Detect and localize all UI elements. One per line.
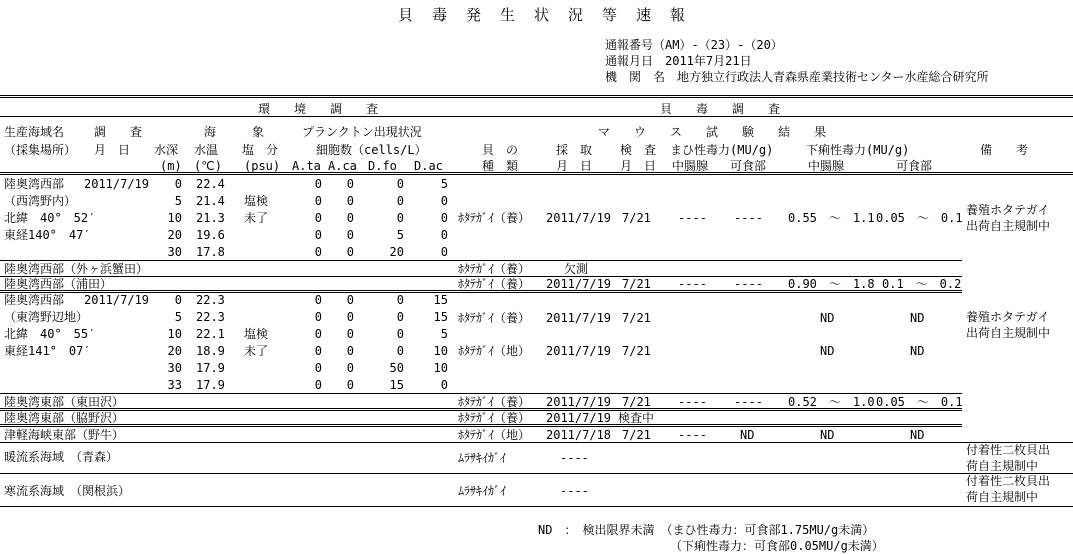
cell-aca: 0 <box>346 177 354 191</box>
depth: 10 <box>167 327 182 341</box>
shellfish-kind: ﾎﾀﾃｶﾞｲ（養） <box>458 277 531 291</box>
report-date: 通報月日 2011年7月21日 <box>605 54 752 68</box>
header-psp: まひ性毒力(MU/g) <box>670 143 774 157</box>
survey-date: 2011/7/19 <box>84 293 150 307</box>
cell-aca: 0 <box>346 344 354 358</box>
header-depth: 水深 <box>154 143 179 157</box>
header-sea: 海 象 <box>204 125 265 139</box>
header-psp-edible: 可食部 <box>730 159 767 173</box>
header-area: 生産海域名 <box>4 125 65 139</box>
psp-edible: ND <box>740 428 755 442</box>
note: 付着性二枚貝出 <box>966 443 1051 457</box>
dsp-edible: 0.05 〜 0.1 <box>876 211 963 225</box>
header-sample: 採 取 <box>556 143 593 157</box>
sample-date: 2011/7/19 <box>546 411 612 425</box>
status-missing: 欠測 <box>564 262 589 276</box>
header-unit-psu: (psu) <box>244 159 281 173</box>
header-ata: A.ta <box>292 159 321 173</box>
dsp-gland: 0.52 〜 1.0 <box>788 395 875 409</box>
header-psp-gland: 中腸腺 <box>672 159 709 173</box>
depth: 0 <box>174 177 182 191</box>
sample-date: 2011/7/19 <box>546 344 612 358</box>
header-dsp-edible: 可食部 <box>896 159 933 173</box>
salinity-status: 未了 <box>244 344 269 358</box>
header-plankton: プランクトン出現状況 <box>302 125 422 139</box>
dsp-gland: ND <box>820 428 835 442</box>
cell-ata: 0 <box>314 194 322 208</box>
cell-ata: 0 <box>314 344 322 358</box>
area-place: （西湾野内） <box>4 194 77 208</box>
sample-date: 2011/7/19 <box>546 311 612 325</box>
dsp-edible: 0.05 〜 0.1 <box>876 395 963 409</box>
water-temp: 17.8 <box>196 245 225 259</box>
cell-dac: 5 <box>440 177 448 191</box>
test-date: 7/21 <box>622 311 651 325</box>
test-date: 7/21 <box>622 428 651 442</box>
cell-dac: 0 <box>440 228 448 242</box>
depth: 33 <box>167 378 182 392</box>
water-temp: 21.3 <box>196 211 225 225</box>
page-title: 貝 毒 発 生 状 況 等 速 報 <box>398 6 688 24</box>
cell-dac: 0 <box>440 211 448 225</box>
water-temp: 21.4 <box>196 194 225 208</box>
shellfish-kind: ﾎﾀﾃｶﾞｲ（養） <box>458 211 531 225</box>
cell-aca: 0 <box>346 194 354 208</box>
shellfish-kind: ﾎﾀﾃｶﾞｲ（地） <box>458 428 531 442</box>
shellfish-kind: ﾑﾗｻｷｲｶﾞｲ <box>458 451 507 465</box>
water-temp: 22.3 <box>196 310 225 324</box>
cell-dfo: 0 <box>396 344 404 358</box>
cell-dac: 15 <box>433 293 448 307</box>
cell-dfo: 5 <box>396 228 404 242</box>
area-longitude: 東経141° 07′ <box>4 344 91 358</box>
cell-dfo: 0 <box>396 211 404 225</box>
cell-aca: 0 <box>346 327 354 341</box>
cell-dfo: 0 <box>396 327 404 341</box>
shellfish-kind: ﾎﾀﾃｶﾞｲ（養） <box>458 262 531 276</box>
note: 付着性二枚貝出 <box>966 474 1051 488</box>
cell-dac: 10 <box>433 344 448 358</box>
header-env-survey: 環 境 調 査 <box>258 102 379 116</box>
header-dac: D.ac <box>414 159 443 173</box>
cell-aca: 0 <box>346 293 354 307</box>
cell-aca: 0 <box>346 310 354 324</box>
cell-aca: 0 <box>346 228 354 242</box>
cell-dac: 15 <box>433 310 448 324</box>
cell-dac: 0 <box>440 194 448 208</box>
header-month-day: 月 日 <box>94 143 131 157</box>
area-place: （東湾野辺地） <box>4 310 89 324</box>
cell-dac: 5 <box>440 327 448 341</box>
cell-ata: 0 <box>314 378 322 392</box>
header-mid-rule <box>0 116 1073 117</box>
depth: 5 <box>174 194 182 208</box>
row-rule <box>0 473 1073 474</box>
depth: 30 <box>167 361 182 375</box>
note: 出荷自主規制中 <box>966 219 1051 233</box>
row-rule <box>0 393 962 394</box>
psp-gland: ---- <box>678 428 707 442</box>
dsp-edible: 0.1 〜 0.2 <box>882 277 962 291</box>
area-name: 陸奥湾西部（浦田） <box>4 277 113 291</box>
cell-dac: 10 <box>433 361 448 375</box>
header-salinity: 塩 分 <box>242 143 279 157</box>
cell-ata: 0 <box>314 245 322 259</box>
dsp-edible: ND <box>910 311 925 325</box>
sample-date: 2011/7/18 <box>546 428 612 442</box>
header-test-md: 月 日 <box>620 159 657 173</box>
header-dsp-gland: 中腸腺 <box>808 159 845 173</box>
footnote-dsp: （下痢性毒力：可食部0.05MU/g未満） <box>670 539 884 553</box>
header-top-rule <box>0 95 1073 98</box>
dsp-gland: ND <box>820 311 835 325</box>
header-place: （採集場所） <box>4 143 77 157</box>
cell-aca: 0 <box>346 245 354 259</box>
cell-ata: 0 <box>314 228 322 242</box>
water-temp: 19.6 <box>196 228 225 242</box>
cell-dfo: 0 <box>396 293 404 307</box>
status-none: ---- <box>560 451 589 465</box>
area-name: 暖流系海域 （青森） <box>4 450 119 464</box>
water-temp: 22.1 <box>196 327 225 341</box>
note: 養殖ホタテガイ <box>966 203 1050 217</box>
cell-dac: 0 <box>440 378 448 392</box>
salinity-status: 塩検 <box>244 194 269 208</box>
header-note: 備 考 <box>980 143 1029 157</box>
area-name: 陸奥湾西部 <box>4 293 65 307</box>
note: 荷自主規制中 <box>966 459 1039 473</box>
area-latitude: 北緯 40° 52′ <box>4 211 96 225</box>
header-aca: A.ca <box>328 159 357 173</box>
header-unit-c: (℃) <box>194 159 222 173</box>
test-date: 7/21 <box>622 344 651 358</box>
area-name: 陸奥湾西部（外ヶ浜蟹田） <box>4 262 149 276</box>
cell-dfo: 0 <box>396 177 404 191</box>
test-date: 7/21 <box>622 395 651 409</box>
depth: 0 <box>174 293 182 307</box>
footnote-nd: ND ： 検出限界未満 （まひ性毒力：可食部1.75MU/g未満） <box>538 523 875 537</box>
header-cells: 細胞数（cells/L） <box>316 143 427 157</box>
dsp-gland: ND <box>820 344 835 358</box>
shellfish-kind: ﾎﾀﾃｶﾞｲ（地） <box>458 344 531 358</box>
note: 養殖ホタテガイ <box>966 310 1050 324</box>
header-shellfish-survey: 貝 毒 調 査 <box>660 102 781 116</box>
header-water-temp: 水温 <box>194 143 219 157</box>
sample-date: 2011/7/19 <box>546 211 612 225</box>
header-survey: 調 査 <box>94 125 143 139</box>
header-test: 検 査 <box>620 143 657 157</box>
area-name: 陸奥湾東部（脇野沢） <box>4 411 125 425</box>
cell-dfo: 50 <box>389 361 404 375</box>
status-testing: 検査中 <box>618 411 655 425</box>
header-shell-kind-b: 種 類 <box>482 159 519 173</box>
salinity-status: 塩検 <box>244 327 269 341</box>
area-name: 陸奥湾西部 <box>4 177 65 191</box>
water-temp: 22.4 <box>196 177 225 191</box>
psp-edible: ---- <box>734 277 763 291</box>
report-number: 通報番号（AM）-（23）-（20） <box>605 38 783 52</box>
test-date: 7/21 <box>622 211 651 225</box>
psp-gland: ---- <box>678 395 707 409</box>
area-name: 陸奥湾東部（東田沢） <box>4 395 125 409</box>
dsp-gland: 0.90 〜 1.8 <box>788 277 875 291</box>
cell-ata: 0 <box>314 211 322 225</box>
dsp-gland: 0.55 〜 1.1 <box>788 211 875 225</box>
dsp-edible: ND <box>910 344 925 358</box>
row-rule <box>0 442 1073 443</box>
water-temp: 17.9 <box>196 378 225 392</box>
note: 荷自主規制中 <box>966 490 1039 504</box>
depth: 30 <box>167 245 182 259</box>
psp-edible: ---- <box>734 395 763 409</box>
cell-dfo: 0 <box>396 194 404 208</box>
dsp-edible: ND <box>910 428 925 442</box>
psp-edible: ---- <box>734 211 763 225</box>
header-dfo: D.fo <box>368 159 397 173</box>
header-shell-kind-a: 貝 の <box>482 143 519 157</box>
area-latitude: 北緯 40° 55′ <box>4 327 96 341</box>
cell-ata: 0 <box>314 361 322 375</box>
cell-dfo: 0 <box>396 310 404 324</box>
area-name: 寒流系海域 （関根浜） <box>4 484 131 498</box>
psp-gland: ---- <box>678 277 707 291</box>
psp-gland: ---- <box>678 211 707 225</box>
water-temp: 17.9 <box>196 361 225 375</box>
status-none: ---- <box>560 484 589 498</box>
depth: 20 <box>167 228 182 242</box>
depth: 5 <box>174 310 182 324</box>
area-longitude: 東経140° 47′ <box>4 228 91 242</box>
sample-date: 2011/7/19 <box>546 395 612 409</box>
cell-ata: 0 <box>314 310 322 324</box>
cell-aca: 0 <box>346 378 354 392</box>
row-rule <box>0 424 962 427</box>
salinity-status: 未了 <box>244 211 269 225</box>
cell-ata: 0 <box>314 327 322 341</box>
header-unit-m: (m) <box>160 159 182 173</box>
shellfish-kind: ﾑﾗｻｷｲｶﾞｲ <box>458 484 507 498</box>
cell-dfo: 15 <box>389 378 404 392</box>
cell-aca: 0 <box>346 211 354 225</box>
sample-date: 2011/7/19 <box>546 277 612 291</box>
test-date: 7/21 <box>622 277 651 291</box>
cell-dfo: 20 <box>389 245 404 259</box>
water-temp: 22.3 <box>196 293 225 307</box>
cell-ata: 0 <box>314 293 322 307</box>
depth: 10 <box>167 211 182 225</box>
shellfish-kind: ﾎﾀﾃｶﾞｲ（養） <box>458 411 531 425</box>
table-bottom-rule <box>0 506 1073 507</box>
depth: 20 <box>167 344 182 358</box>
cell-ata: 0 <box>314 177 322 191</box>
header-mouse-test: マ ウ ス 試 験 結 果 <box>598 125 827 139</box>
row-rule <box>0 260 962 261</box>
cell-dac: 0 <box>440 245 448 259</box>
agency-name: 機 関 名 地方独立行政法人青森県産業技術センター水産総合研究所 <box>605 70 989 84</box>
survey-date: 2011/7/19 <box>84 177 150 191</box>
cell-aca: 0 <box>346 361 354 375</box>
shellfish-kind: ﾎﾀﾃｶﾞｲ（養） <box>458 395 531 409</box>
header-sample-md: 月 日 <box>556 159 593 173</box>
shellfish-kind: ﾎﾀﾃｶﾞｲ（養） <box>458 311 531 325</box>
header-dsp: 下痢性毒力(MU/g) <box>806 143 910 157</box>
water-temp: 18.9 <box>196 344 225 358</box>
note: 出荷自主規制中 <box>966 326 1051 340</box>
area-name: 津軽海峡東部（野牛） <box>4 428 125 442</box>
